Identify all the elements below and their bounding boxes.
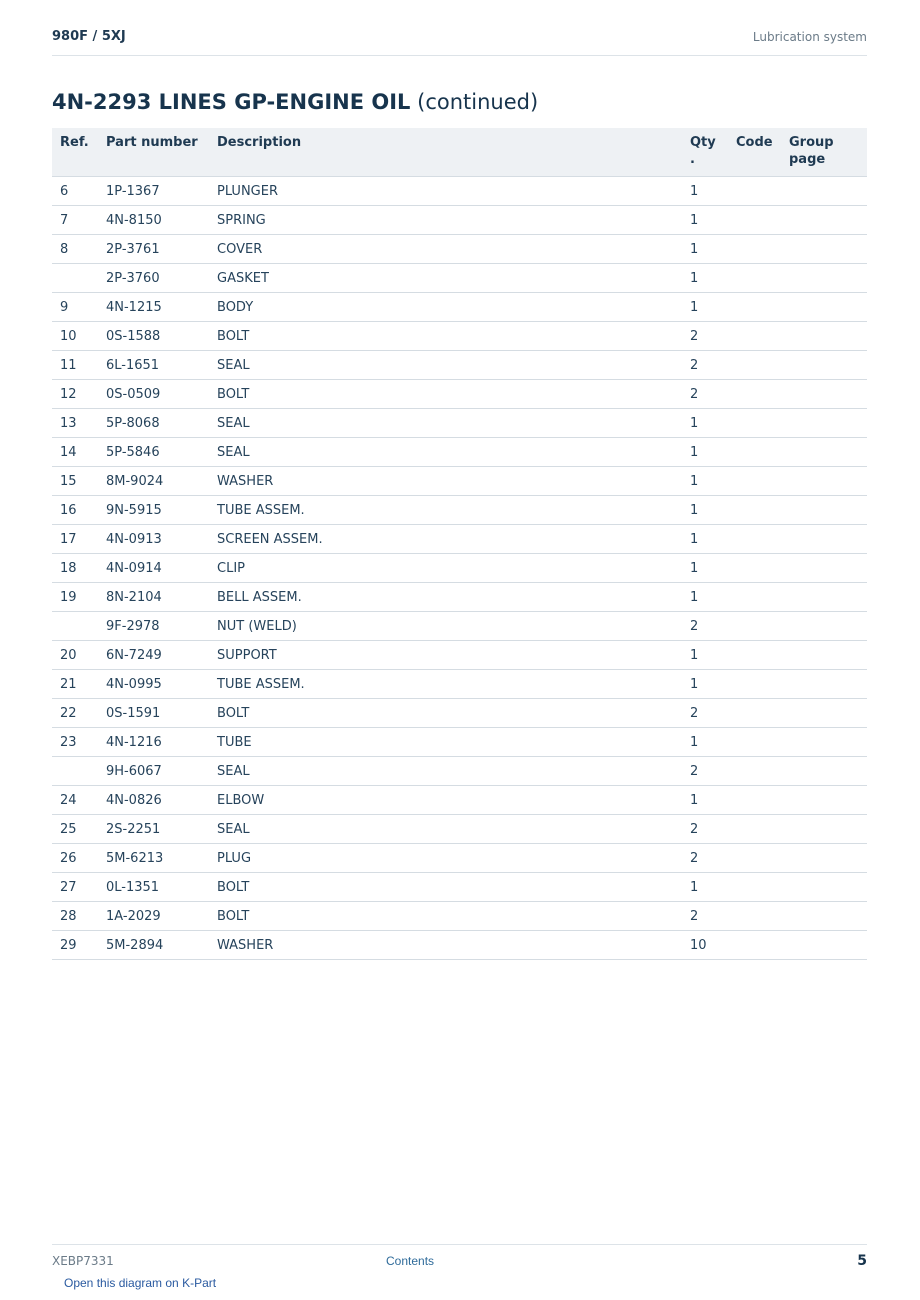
cell-part-number: 9H-6067	[98, 757, 209, 786]
cell-qty: 1	[682, 728, 728, 757]
page-header	[52, 29, 867, 56]
table-row	[52, 496, 867, 525]
cell-qty: 1	[682, 264, 728, 293]
cell-code	[728, 438, 781, 467]
table-row	[52, 699, 867, 728]
table-row	[52, 409, 867, 438]
cell-ref	[52, 612, 98, 641]
cell-description: SUPPORT	[209, 641, 682, 670]
table-row	[52, 670, 867, 699]
table-header-row	[52, 128, 867, 177]
table-row	[52, 931, 867, 960]
cell-qty: 1	[682, 525, 728, 554]
table-row	[52, 757, 867, 786]
cell-ref: 8	[52, 235, 98, 264]
cell-description: SEAL	[209, 351, 682, 380]
cell-ref: 19	[52, 583, 98, 612]
cell-description: TUBE ASSEM.	[209, 496, 682, 525]
cell-ref: 26	[52, 844, 98, 873]
cell-description: ELBOW	[209, 786, 682, 815]
cell-group-page	[781, 351, 867, 380]
cell-description: SEAL	[209, 409, 682, 438]
cell-code	[728, 902, 781, 931]
cell-part-number: 4N-1216	[98, 728, 209, 757]
cell-ref: 15	[52, 467, 98, 496]
cell-code	[728, 728, 781, 757]
cell-ref: 20	[52, 641, 98, 670]
section-name: Lubrication system	[752, 30, 867, 44]
table-row	[52, 612, 867, 641]
cell-ref: 14	[52, 438, 98, 467]
cell-group-page	[781, 235, 867, 264]
cell-description: CLIP	[209, 554, 682, 583]
cell-ref: 27	[52, 873, 98, 902]
cell-description: NUT (WELD)	[209, 612, 682, 641]
cell-code	[728, 583, 781, 612]
cell-part-number: 2P-3761	[98, 235, 209, 264]
cell-code	[728, 264, 781, 293]
table-row	[52, 728, 867, 757]
cell-code	[728, 786, 781, 815]
cell-part-number: 5M-2894	[98, 931, 209, 960]
cell-code	[728, 351, 781, 380]
cell-description: BOLT	[209, 699, 682, 728]
cell-group-page	[781, 612, 867, 641]
cell-description: TUBE ASSEM.	[209, 670, 682, 699]
cell-code	[728, 815, 781, 844]
contents-link[interactable]: Contents	[386, 1254, 435, 1268]
cell-part-number: 5P-8068	[98, 409, 209, 438]
table-row	[52, 177, 867, 206]
table-row	[52, 815, 867, 844]
cell-ref	[52, 757, 98, 786]
cell-part-number: 0S-1588	[98, 322, 209, 351]
cell-part-number: 6N-7249	[98, 641, 209, 670]
column-header-group-page: Group page	[781, 128, 867, 177]
cell-qty: 2	[682, 380, 728, 409]
cell-qty: 2	[682, 322, 728, 351]
cell-ref: 12	[52, 380, 98, 409]
cell-description: GASKET	[209, 264, 682, 293]
cell-part-number: 4N-0995	[98, 670, 209, 699]
cell-code	[728, 525, 781, 554]
cell-group-page	[781, 902, 867, 931]
cell-group-page	[781, 728, 867, 757]
cell-ref: 11	[52, 351, 98, 380]
cell-group-page	[781, 786, 867, 815]
cell-code	[728, 931, 781, 960]
cell-part-number: 9N-5915	[98, 496, 209, 525]
cell-group-page	[781, 931, 867, 960]
cell-ref: 25	[52, 815, 98, 844]
cell-ref: 23	[52, 728, 98, 757]
cell-code	[728, 467, 781, 496]
cell-part-number: 0S-0509	[98, 380, 209, 409]
cell-group-page	[781, 757, 867, 786]
cell-code	[728, 380, 781, 409]
cell-qty: 1	[682, 409, 728, 438]
cell-group-page	[781, 844, 867, 873]
cell-part-number: 2S-2251	[98, 815, 209, 844]
column-header-part-number: Part number	[98, 128, 209, 177]
cell-description: COVER	[209, 235, 682, 264]
table-row	[52, 844, 867, 873]
model-label: 980F / 5XJ	[52, 29, 126, 44]
cell-ref: 21	[52, 670, 98, 699]
cell-part-number: 8N-2104	[98, 583, 209, 612]
cell-part-number: 4N-1215	[98, 293, 209, 322]
cell-qty: 1	[682, 177, 728, 206]
cell-part-number: 8M-9024	[98, 467, 209, 496]
cell-group-page	[781, 670, 867, 699]
cell-code	[728, 409, 781, 438]
table-row	[52, 438, 867, 467]
cell-code	[728, 844, 781, 873]
cell-part-number: 4N-0914	[98, 554, 209, 583]
cell-qty: 1	[682, 873, 728, 902]
cell-qty: 1	[682, 438, 728, 467]
cell-ref: 22	[52, 699, 98, 728]
cell-group-page	[781, 293, 867, 322]
cell-group-page	[781, 873, 867, 902]
cell-group-page	[781, 699, 867, 728]
cell-qty: 1	[682, 496, 728, 525]
cell-ref: 13	[52, 409, 98, 438]
cell-description: PLUNGER	[209, 177, 682, 206]
table-row	[52, 641, 867, 670]
table-row	[52, 293, 867, 322]
cell-group-page	[781, 206, 867, 235]
cell-part-number: 1A-2029	[98, 902, 209, 931]
cell-qty: 2	[682, 612, 728, 641]
cell-description: SEAL	[209, 757, 682, 786]
cell-group-page	[781, 322, 867, 351]
cell-qty: 1	[682, 206, 728, 235]
cell-qty: 2	[682, 815, 728, 844]
table-row	[52, 206, 867, 235]
cell-qty: 1	[682, 786, 728, 815]
table-row	[52, 467, 867, 496]
cell-qty: 2	[682, 844, 728, 873]
cell-qty: 1	[682, 641, 728, 670]
cell-description: WASHER	[209, 467, 682, 496]
cell-part-number: 5M-6213	[98, 844, 209, 873]
cell-group-page	[781, 641, 867, 670]
cell-qty: 1	[682, 293, 728, 322]
cell-ref: 24	[52, 786, 98, 815]
cell-description: SEAL	[209, 438, 682, 467]
cell-group-page	[781, 496, 867, 525]
table-row	[52, 525, 867, 554]
cell-group-page	[781, 554, 867, 583]
cell-group-page	[781, 177, 867, 206]
cell-group-page	[781, 264, 867, 293]
table-row	[52, 380, 867, 409]
cell-code	[728, 641, 781, 670]
cell-part-number: 4N-8150	[98, 206, 209, 235]
title-suffix: (continued)	[417, 90, 539, 114]
cell-part-number: 0L-1351	[98, 873, 209, 902]
cell-group-page	[781, 467, 867, 496]
cell-qty: 2	[682, 351, 728, 380]
cell-description: TUBE	[209, 728, 682, 757]
cell-ref: 28	[52, 902, 98, 931]
cell-description: SEAL	[209, 815, 682, 844]
cell-description: BOLT	[209, 322, 682, 351]
cell-code	[728, 757, 781, 786]
cell-qty: 2	[682, 699, 728, 728]
column-header-code: Code	[728, 128, 781, 177]
cell-description: BODY	[209, 293, 682, 322]
cell-ref: 16	[52, 496, 98, 525]
cell-description: BOLT	[209, 873, 682, 902]
cell-code	[728, 293, 781, 322]
cell-description: PLUG	[209, 844, 682, 873]
table-row	[52, 873, 867, 902]
cell-description: SCREEN ASSEM.	[209, 525, 682, 554]
table-row	[52, 351, 867, 380]
cell-code	[728, 699, 781, 728]
cell-ref: 7	[52, 206, 98, 235]
cell-code	[728, 206, 781, 235]
cell-description: BELL ASSEM.	[209, 583, 682, 612]
cell-part-number: 4N-0826	[98, 786, 209, 815]
cell-part-number: 4N-0913	[98, 525, 209, 554]
cell-qty: 1	[682, 554, 728, 583]
title-main: 4N-2293 LINES GP-ENGINE OIL	[52, 90, 411, 114]
cell-code	[728, 670, 781, 699]
column-header-ref: Ref.	[52, 128, 98, 177]
cell-description: WASHER	[209, 931, 682, 960]
cell-code	[728, 235, 781, 264]
parts-table-body	[52, 177, 867, 960]
cell-qty: 1	[682, 235, 728, 264]
parts-table	[52, 128, 867, 960]
table-row	[52, 786, 867, 815]
document-code: XEBP7331	[52, 1254, 114, 1268]
page-number: 5	[857, 1253, 867, 1269]
cell-description: BOLT	[209, 902, 682, 931]
cell-part-number: 6L-1651	[98, 351, 209, 380]
table-row	[52, 583, 867, 612]
cell-ref	[52, 264, 98, 293]
cell-group-page	[781, 438, 867, 467]
cell-description: BOLT	[209, 380, 682, 409]
table-row	[52, 322, 867, 351]
cell-code	[728, 612, 781, 641]
column-header-description: Description	[209, 128, 682, 177]
cell-ref: 9	[52, 293, 98, 322]
cell-group-page	[781, 583, 867, 612]
cell-qty: 2	[682, 902, 728, 931]
cell-code	[728, 496, 781, 525]
cell-code	[728, 177, 781, 206]
cell-ref: 17	[52, 525, 98, 554]
cell-part-number: 0S-1591	[98, 699, 209, 728]
kpart-diagram-link[interactable]: Open this diagram on K-Part	[64, 1276, 217, 1290]
cell-group-page	[781, 409, 867, 438]
cell-ref: 6	[52, 177, 98, 206]
cell-ref: 29	[52, 931, 98, 960]
cell-code	[728, 322, 781, 351]
cell-group-page	[781, 815, 867, 844]
cell-code	[728, 873, 781, 902]
cell-group-page	[781, 380, 867, 409]
table-row	[52, 235, 867, 264]
cell-group-page	[781, 525, 867, 554]
cell-part-number: 1P-1367	[98, 177, 209, 206]
cell-part-number: 5P-5846	[98, 438, 209, 467]
page-title	[52, 90, 538, 114]
cell-qty: 1	[682, 467, 728, 496]
cell-part-number: 9F-2978	[98, 612, 209, 641]
table-row	[52, 554, 867, 583]
cell-qty: 1	[682, 583, 728, 612]
cell-description: SPRING	[209, 206, 682, 235]
cell-ref: 18	[52, 554, 98, 583]
cell-qty: 1	[682, 670, 728, 699]
cell-qty: 10	[682, 931, 728, 960]
cell-qty: 2	[682, 757, 728, 786]
table-row	[52, 902, 867, 931]
table-row	[52, 264, 867, 293]
column-header-qty: Qty .	[682, 128, 728, 177]
cell-code	[728, 554, 781, 583]
cell-part-number: 2P-3760	[98, 264, 209, 293]
cell-ref: 10	[52, 322, 98, 351]
